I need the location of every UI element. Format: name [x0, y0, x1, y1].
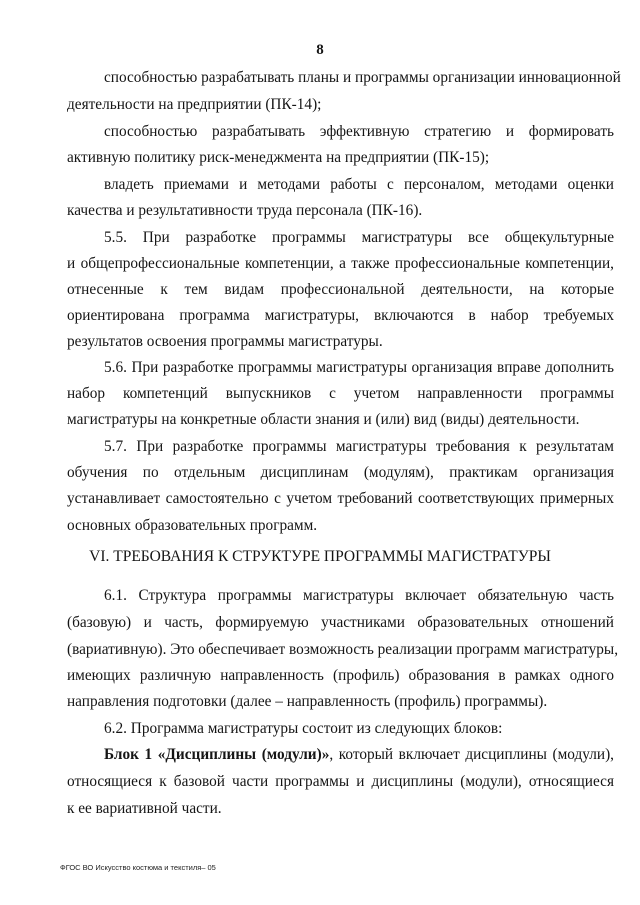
text-line: результатов освоения программы магистратуры. [67, 333, 383, 350]
text-line: активную политику риск-менеджмента на предприятии (ПК-15); [67, 149, 490, 166]
text-line: устанавливает самостоятельно с учетом требований соответствующих примерных [67, 490, 614, 507]
text-line: ориентирована программа магистратуры, включаются в набор требуемых [67, 307, 614, 324]
paragraph-5-5: 5.5. При разработке программы магистратуры все общекультурные [104, 229, 614, 246]
text-line: отнесенные к тем видам профессиональной деятельности, на которые [67, 281, 614, 298]
text-line: набор компетенций выпускников с учетом направленности программы [67, 385, 614, 402]
text-line: имеющих различную направленность (профиль) образования в рамках одного [67, 667, 614, 684]
text-line: направления подготовки (далее – направленность (профиль) программы). [67, 693, 548, 710]
text-line: качества и результативности труда персонала (ПК-16). [67, 202, 423, 219]
text-line: основных образовательных программ. [67, 517, 318, 534]
block-1-description: , который включает дисциплины (модули), [329, 746, 614, 763]
text-line: (базовую) и часть, формируемую участниками образовательных отношений [67, 614, 614, 631]
block-1-title: Блок 1 «Дисциплины (модули)» [104, 746, 330, 763]
text-line: обучения по отдельным дисциплинам (модулям), практикам организация [67, 464, 614, 481]
section-heading: VI. ТРЕБОВАНИЯ К СТРУКТУРЕ ПРОГРАММЫ МАГИСТРАТУРЫ [89, 548, 551, 565]
text-line: относящиеся к базовой части программы и дисциплины (модули), относящиеся [67, 773, 614, 790]
text-line: магистратуры на конкретные области знания и (или) вид (виды) деятельности. [67, 411, 580, 428]
text-line: способностью разрабатывать планы и программы организации инновационной [104, 69, 621, 86]
text-line: деятельности на предприятии (ПК-14); [67, 96, 322, 113]
block-1-line [104, 745, 614, 765]
text-line: (вариативную). Это обеспечивает возможность реализации программ магистратуры, [67, 641, 619, 658]
text-line: и общепрофессиональные компетенции, а также профессиональные компетенции, [67, 255, 614, 272]
text-line: к ее вариативной части. [67, 800, 222, 817]
paragraph-6-1: 6.1. Структура программы магистратуры включает обязательную часть [104, 587, 614, 604]
text-line: способностью разрабатывать эффективную стратегию и формировать [104, 123, 614, 140]
paragraph-5-7: 5.7. При разработке программы магистратуры требования к результатам [104, 438, 614, 455]
text-line: владеть приемами и методами работы с персоналом, методами оценки [104, 176, 614, 193]
page-number: 8 [316, 42, 324, 58]
footer-note: ФГОС ВО Искусство костюма и текстиля– 05 [60, 863, 216, 872]
paragraph-6-2: 6.2. Программа магистратуры состоит из следующих блоков: [104, 720, 503, 737]
paragraph-5-6: 5.6. При разработке программы магистратуры организация вправе дополнить [104, 359, 614, 376]
